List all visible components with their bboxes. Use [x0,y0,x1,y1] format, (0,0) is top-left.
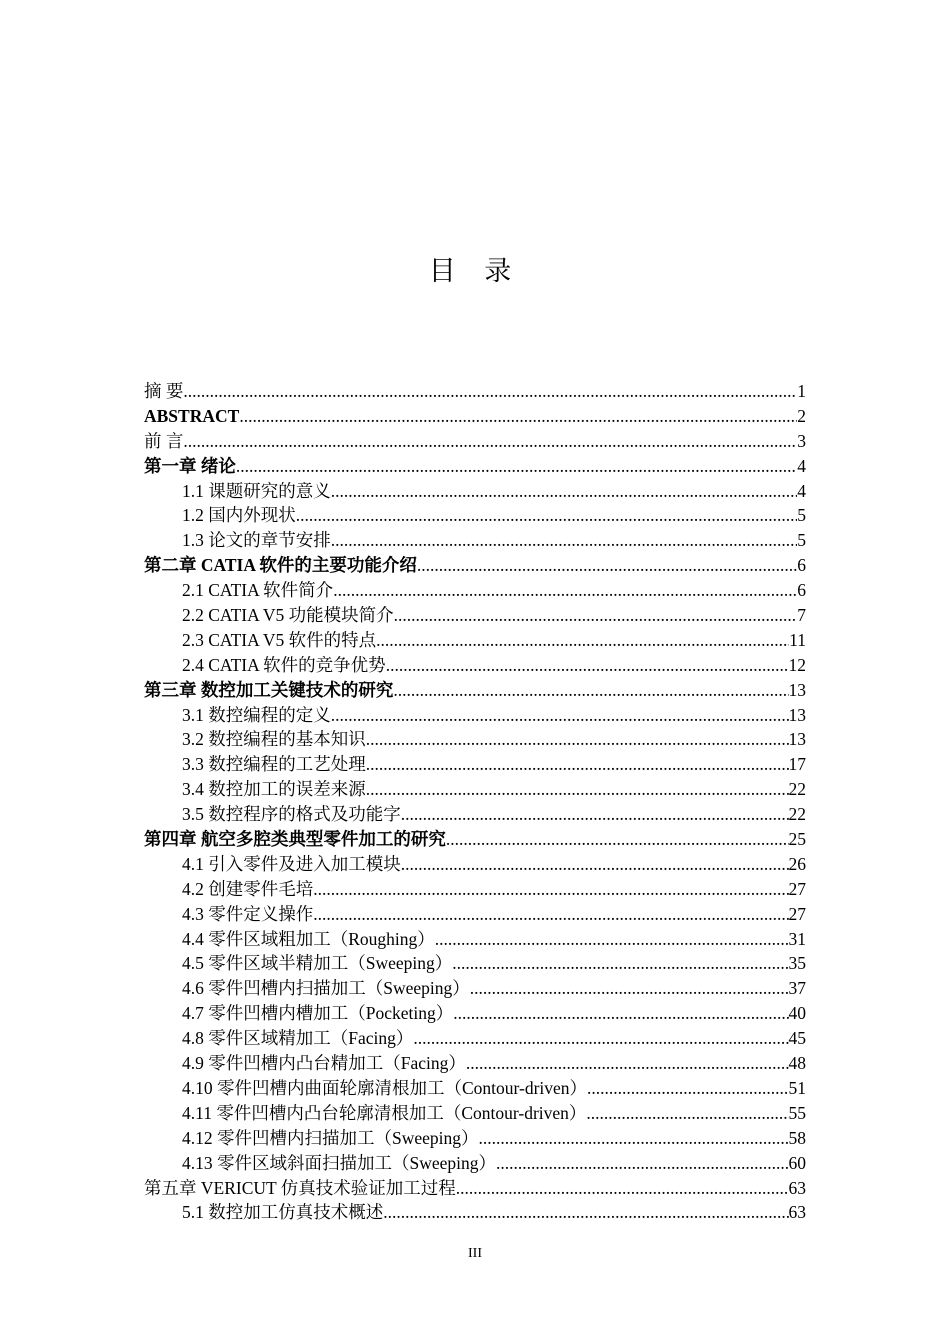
toc-entry-label: 第一章 绪论 [144,455,236,476]
toc-entry-label: 第五章 VERICUT 仿真技术验证加工过程 [144,1177,456,1198]
toc-dot-leader [366,727,789,752]
toc-entry[interactable] [144,479,806,504]
toc-entry-label: 2.3 CATIA V5 软件的特点 [182,629,377,650]
toc-dot-leader [413,1026,788,1051]
toc-entry-page: 63 [788,1202,806,1223]
toc-entry[interactable] [144,703,806,728]
toc-entry-label: 2.4 CATIA 软件的竞争优势 [182,654,386,675]
toc-dot-leader [586,1101,788,1126]
toc-entry[interactable] [144,628,806,653]
toc-entry-label: 5.1 数控加工仿真技术概述 [182,1202,384,1223]
toc-dot-leader [417,553,797,578]
toc-entry[interactable] [144,379,806,404]
toc-dot-leader [333,578,797,603]
toc-entry-label: 4.11 零件凹槽内凸台轮廓清根加工（Contour-driven） [182,1102,587,1123]
toc-entry-label: 4.12 零件凹槽内扫描加工（Sweeping） [182,1127,479,1148]
toc-dot-leader [496,1151,788,1176]
toc-entry[interactable] [144,454,806,479]
toc-entry[interactable] [144,976,806,1001]
toc-entry-page: 31 [788,928,806,949]
toc-entry-page: 27 [788,878,806,899]
toc-entry[interactable] [144,678,806,703]
toc-entry-page: 48 [788,1053,806,1074]
toc-dot-leader [383,1200,788,1225]
toc-entry-label: 4.7 零件凹槽内槽加工（Pocketing） [182,1003,454,1024]
toc-entry-label: 4.2 创建零件毛培 [182,878,314,899]
toc-dot-leader [466,1051,789,1076]
toc-entry-page: 25 [788,829,806,850]
toc-dot-leader [313,877,788,902]
toc-entry-page: 4 [797,480,806,501]
toc-entry-page: 13 [788,729,806,750]
toc-entry-label: 3.3 数控编程的工艺处理 [182,754,366,775]
toc-entry-label: 第四章 航空多腔类典型零件加工的研究 [144,829,446,850]
toc-entry-label: 第二章 CATIA 软件的主要功能介绍 [144,555,417,576]
toc-entry[interactable] [144,1176,806,1201]
toc-entry-label: 前 言 [144,430,184,451]
toc-entry-page: 13 [788,704,806,725]
toc-entry-page: 63 [788,1177,806,1198]
toc-entry[interactable] [144,752,806,777]
toc-entry-label: 4.5 零件区域半精加工（Sweeping） [182,953,453,974]
toc-entry-page: 60 [788,1152,806,1173]
toc-dot-leader [366,752,789,777]
toc-entry[interactable] [144,777,806,802]
toc-entry-label: 4.3 零件定义操作 [182,903,314,924]
toc-entry[interactable] [144,1001,806,1026]
toc-dot-leader [183,379,797,404]
toc-entry-label: ABSTRACT [144,405,240,426]
toc-dot-leader [331,528,798,553]
toc-entry-page: 35 [788,953,806,974]
toc-dot-leader [239,404,797,429]
toc-entry-label: 4.9 零件凹槽内凸台精加工（Facing） [182,1053,466,1074]
toc-dot-leader [401,802,789,827]
toc-entry-label: 1.3 论文的章节安排 [182,530,331,551]
toc-dot-leader [435,927,789,952]
toc-entry[interactable] [144,1026,806,1051]
page-number: III [468,1246,482,1261]
toc-dot-leader [331,703,789,728]
toc-entry-page: 11 [789,629,806,650]
toc-entry-page: 5 [797,530,806,551]
toc-entry[interactable] [144,727,806,752]
toc-entry-label: 4.6 零件凹槽内扫描加工（Sweeping） [182,978,470,999]
toc-entry-label: 1.2 国内外现状 [182,505,296,526]
toc-entry[interactable] [144,503,806,528]
toc-entry-label: 3.2 数控编程的基本知识 [182,729,366,750]
toc-entry-page: 45 [788,1028,806,1049]
toc-entry[interactable] [144,429,806,454]
page-title: 目 录 [428,256,522,287]
toc-dot-leader [236,454,797,479]
toc-entry-label: 4.8 零件区域精加工（Facing） [182,1028,414,1049]
toc-dot-leader [470,976,789,1001]
toc-entry-page: 51 [788,1077,806,1098]
toc-entry-label: 3.5 数控程序的格式及功能字 [182,804,401,825]
toc-entry-label: 4.13 零件区域斜面扫描加工（Sweeping） [182,1152,497,1173]
toc-entry[interactable] [144,852,806,877]
toc-entry[interactable] [144,802,806,827]
toc-entry[interactable] [144,1151,806,1176]
toc-dot-leader [366,777,789,802]
toc-entry-page: 7 [797,605,806,626]
toc-entry-page: 1 [797,381,806,401]
toc-entry-label: 1.1 课题研究的意义 [182,480,331,501]
toc-entry[interactable] [144,653,806,678]
toc-entry[interactable] [144,902,806,927]
toc-dot-leader [453,1001,788,1026]
toc-entry-page: 4 [797,455,806,476]
toc-entry-page: 5 [797,505,806,526]
toc-entry-page: 26 [788,853,806,874]
toc-entry[interactable] [144,1051,806,1076]
toc-entry-page: 6 [797,555,806,576]
toc-dot-leader [331,479,798,504]
toc-entry-page: 58 [788,1127,806,1148]
toc-dot-leader [479,1126,789,1151]
toc-entry-page: 22 [788,804,806,825]
toc-dot-leader [456,1176,789,1201]
toc-entry-page: 22 [788,779,806,800]
toc-entry-page: 55 [788,1102,806,1123]
toc-entry[interactable] [144,603,806,628]
toc-dot-leader [452,951,788,976]
toc-dot-leader [394,603,798,628]
toc-entry-page: 40 [788,1003,806,1024]
toc-entry[interactable] [144,553,806,578]
toc-entry[interactable] [144,528,806,553]
toc-entry-label: 4.10 零件凹槽内曲面轮廓清根加工（Contour-driven） [182,1077,588,1098]
toc-dot-leader [393,678,788,703]
toc-dot-leader [401,852,789,877]
toc-dot-leader [313,902,788,927]
toc-dot-leader [587,1076,788,1101]
toc-entry[interactable] [144,951,806,976]
toc-entry[interactable] [144,1101,806,1126]
toc-entry[interactable] [144,927,806,952]
toc-entry[interactable] [144,1076,806,1101]
toc-entry[interactable] [144,404,806,429]
toc-entry[interactable] [144,877,806,902]
toc-entry-label: 摘 要 [144,381,184,401]
toc-dot-leader [296,503,798,528]
toc-entry-page: 12 [788,654,806,675]
toc-entry-page: 3 [797,430,806,451]
toc-entry-page: 2 [797,405,806,426]
toc-entry[interactable] [144,1200,806,1225]
toc-entry[interactable] [144,578,806,603]
toc-dot-leader [183,429,797,454]
toc-entry-page: 37 [788,978,806,999]
toc-dot-leader [386,653,789,678]
toc-entry-label: 第三章 数控加工关键技术的研究 [144,679,394,700]
toc-entry-page: 6 [797,580,806,601]
toc-entry-label: 4.1 引入零件及进入加工模块 [182,853,401,874]
toc-entry[interactable] [144,827,806,852]
toc-entry-label: 4.4 零件区域粗加工（Roughing） [182,928,435,949]
toc-entry-page: 17 [788,754,806,775]
toc-entry-label: 3.1 数控编程的定义 [182,704,331,725]
toc-entry[interactable] [144,1126,806,1151]
toc-entry-page: 27 [788,903,806,924]
toc-entry-label: 3.4 数控加工的误差来源 [182,779,366,800]
toc-entry-label: 2.2 CATIA V5 功能模块简介 [182,605,394,626]
toc-entry-page: 13 [788,679,806,700]
toc-entry-label: 2.1 CATIA 软件简介 [182,580,334,601]
table-of-contents [144,379,806,1225]
toc-dot-leader [376,628,789,653]
toc-dot-leader [446,827,789,852]
